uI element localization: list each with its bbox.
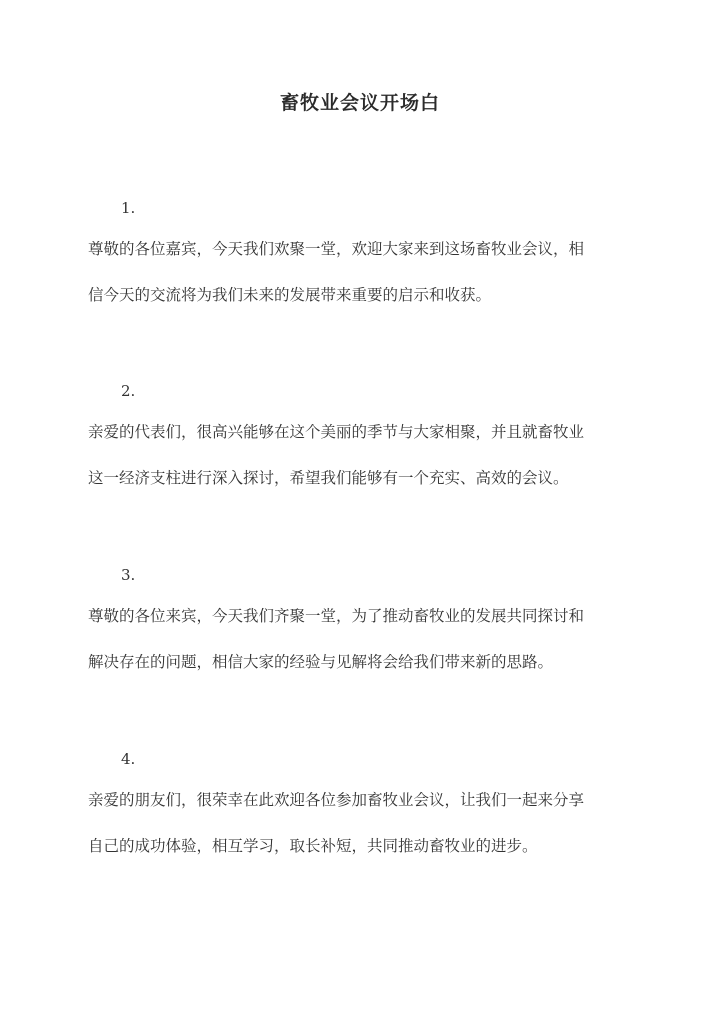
paragraph-line: 亲爱的朋友们，很荣幸在此欢迎各位参加畜牧业会议，让我们一起来分享 <box>88 791 585 809</box>
paragraph-line: 解决存在的问题，相信大家的经验与见解将会给我们带来新的思路。 <box>88 653 554 671</box>
section-paragraph <box>88 235 638 309</box>
section-number: 2. <box>121 382 136 400</box>
section-paragraph <box>88 602 638 676</box>
paragraph-line: 亲爱的代表们，很高兴能够在这个美丽的季节与大家相聚，并且就畜牧业 <box>88 423 585 441</box>
section-number: 3. <box>121 566 136 584</box>
section-paragraph <box>88 418 638 492</box>
section-1 <box>88 198 638 309</box>
paragraph-line: 自己的成功体验，相互学习，取长补短，共同推动畜牧业的进步。 <box>88 837 538 855</box>
section-paragraph <box>88 786 638 860</box>
section-number: 1. <box>121 199 136 217</box>
document-title: 畜牧业会议开场白 <box>279 92 440 114</box>
paragraph-line: 尊敬的各位嘉宾，今天我们欢聚一堂，欢迎大家来到这场畜牧业会议，相 <box>88 240 585 258</box>
section-2 <box>88 381 638 492</box>
section-4 <box>88 749 638 860</box>
section-number: 4. <box>121 750 136 768</box>
paragraph-line: 尊敬的各位来宾，今天我们齐聚一堂，为了推动畜牧业的发展共同探讨和 <box>88 607 585 625</box>
section-3 <box>88 565 638 676</box>
paragraph-line: 这一经济支柱进行深入探讨，希望我们能够有一个充实、高效的会议。 <box>88 469 569 487</box>
paragraph-line: 信今天的交流将为我们未来的发展带来重要的启示和收获。 <box>88 286 492 304</box>
